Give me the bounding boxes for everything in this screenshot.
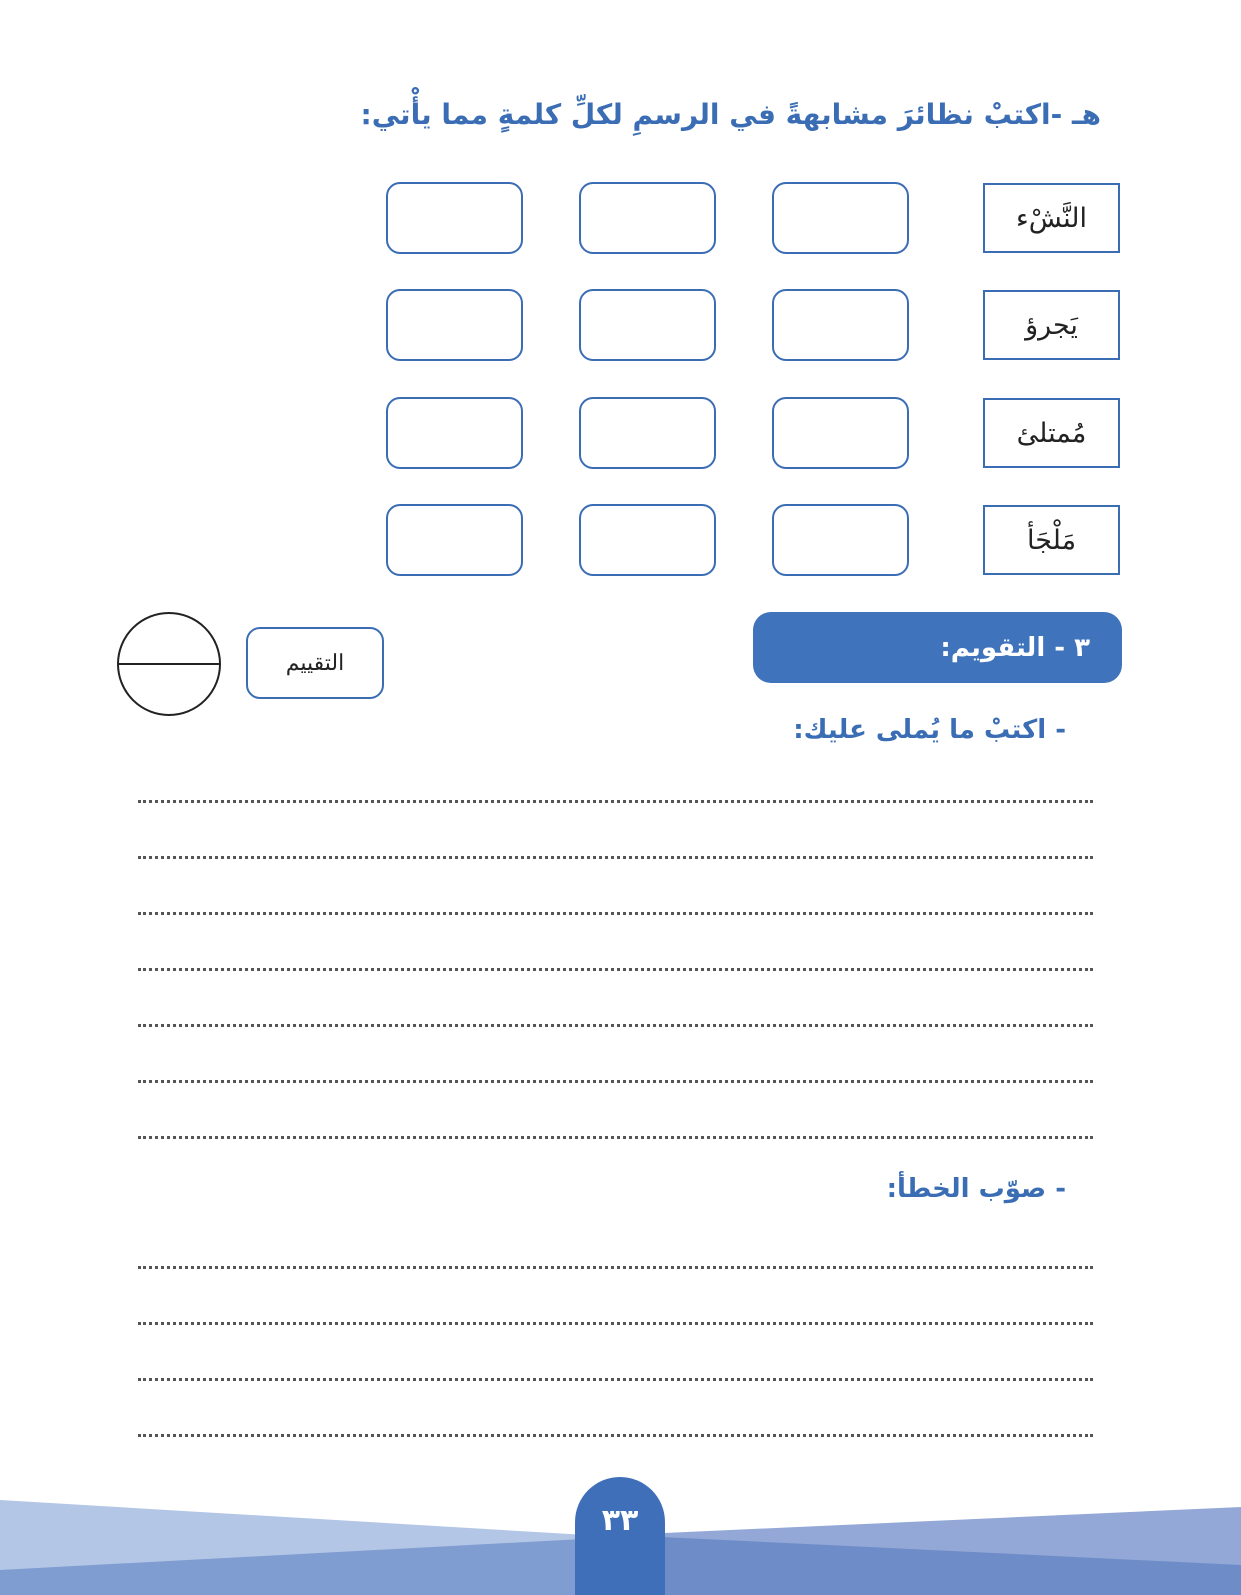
- answer-box[interactable]: [579, 289, 716, 361]
- score-divider: [119, 663, 219, 665]
- exercise-instruction: هـ -اكتبْ نظائرَ مشابهةً في الرسمِ لكلِّ كلمةٍ مما يأْتي:: [360, 98, 1101, 131]
- answer-box[interactable]: [386, 289, 523, 361]
- section-3-banner: [753, 612, 1122, 683]
- answer-box[interactable]: [579, 504, 716, 576]
- answer-box[interactable]: [772, 504, 909, 576]
- answer-box[interactable]: [772, 289, 909, 361]
- evaluation-label: التقييم: [285, 650, 345, 676]
- section-3-title: ٣ - التقويم:: [940, 632, 1090, 663]
- writing-line[interactable]: [138, 912, 1093, 915]
- writing-line[interactable]: [138, 1136, 1093, 1139]
- writing-line[interactable]: [138, 1024, 1093, 1027]
- writing-line[interactable]: [138, 1080, 1093, 1083]
- source-word-1: النَّشْء: [983, 183, 1120, 253]
- dictation-heading: - اكتبْ ما يُملى عليك:: [793, 715, 1066, 745]
- answer-box[interactable]: [579, 397, 716, 469]
- page-number-badge: [575, 1477, 665, 1595]
- answer-box[interactable]: [386, 182, 523, 254]
- writing-line[interactable]: [138, 968, 1093, 971]
- writing-line[interactable]: [138, 1322, 1093, 1325]
- page-number: ٣٣: [601, 1503, 639, 1538]
- writing-line[interactable]: [138, 800, 1093, 803]
- source-word-2: يَجرؤ: [983, 290, 1120, 360]
- answer-box[interactable]: [386, 397, 523, 469]
- answer-box[interactable]: [772, 397, 909, 469]
- writing-line[interactable]: [138, 1378, 1093, 1381]
- answer-box[interactable]: [386, 504, 523, 576]
- writing-line[interactable]: [138, 1266, 1093, 1269]
- source-word-3: مُمتلئ: [983, 398, 1120, 468]
- evaluation-label-box: [246, 627, 384, 699]
- correction-heading: - صوّب الخطأ:: [886, 1174, 1066, 1204]
- score-circle[interactable]: [117, 612, 221, 716]
- writing-line[interactable]: [138, 856, 1093, 859]
- answer-box[interactable]: [772, 182, 909, 254]
- source-word-4: مَلْجَأ: [983, 505, 1120, 575]
- answer-box[interactable]: [579, 182, 716, 254]
- writing-line[interactable]: [138, 1434, 1093, 1437]
